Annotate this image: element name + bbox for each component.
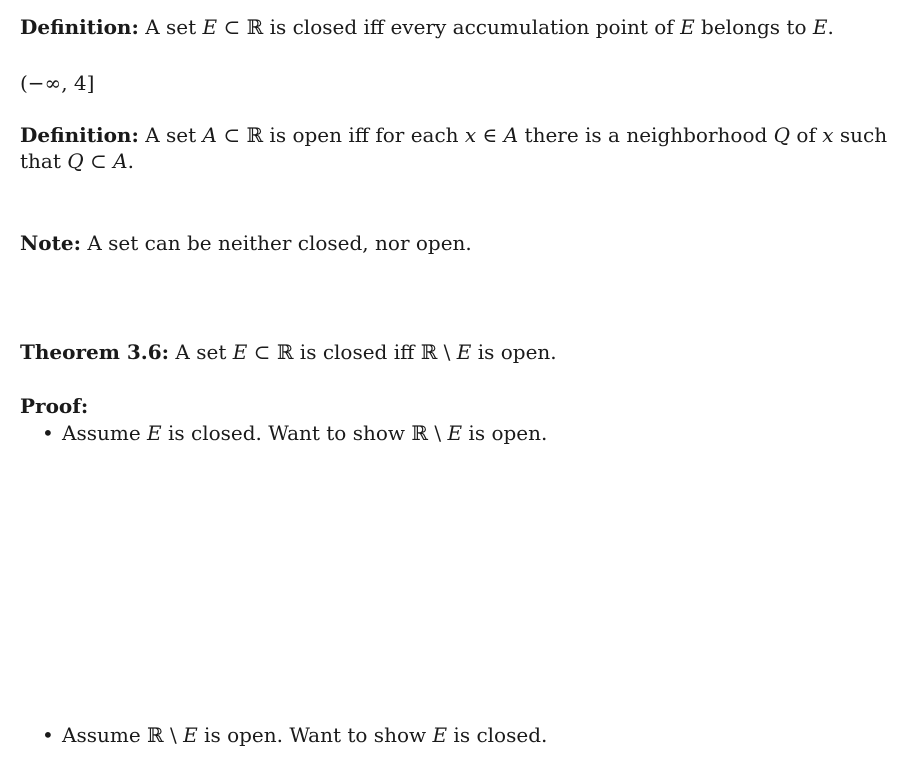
reals-symbol: ℝ [246,123,264,147]
text: is open. [471,340,557,364]
proof-bullet-2 [42,722,547,748]
math-var: E [456,340,472,364]
note-label: Note: [20,231,81,255]
text: A set [138,15,203,39]
subset-symbol: ⊂ [216,123,247,147]
definition-label: Definition: [20,123,139,147]
setminus-symbol: \ [428,421,448,445]
proof-bullet-1 [42,420,547,446]
element-symbol: ∈ [476,123,504,147]
text: is closed iff every accumulation point of [263,15,681,39]
reals-symbol: ℝ [246,15,264,39]
theorem-3-6 [20,339,557,365]
text: belongs to [694,15,813,39]
text: of [790,123,823,147]
definition-label: Definition: [20,15,139,39]
subset-symbol: ⊂ [247,340,277,364]
math-var: E [812,15,828,39]
definition-open [20,122,887,148]
math-var: A [113,149,128,173]
text: such [833,123,888,147]
text: is closed. [447,723,548,747]
setminus-symbol: \ [163,723,184,747]
math-var: A [202,123,217,147]
text: that [20,149,68,173]
text: . [127,149,134,173]
reals-symbol: ℝ [411,421,428,445]
text: Assume [62,723,148,747]
note [20,230,472,256]
text: there is a neighborhood [518,123,774,147]
math-var: E [432,723,448,747]
note-text: A set can be neither closed, nor open. [80,231,472,255]
theorem-label: Theorem 3.6: [20,340,170,364]
text: Assume [62,421,148,445]
math-var: Q [67,149,84,173]
math-var: E [183,723,198,747]
bullet-icon: • [42,723,54,747]
setminus-symbol: \ [437,340,457,364]
reals-symbol: ℝ [276,340,294,364]
text: is open. [462,421,548,445]
math-var: Q [773,123,791,147]
text: is closed iff [293,340,421,364]
math-var: E [680,15,695,39]
definition-open-line2 [20,148,134,174]
math-var: x [822,123,834,147]
subset-symbol: ⊂ [217,15,247,39]
proof-label: Proof: [20,394,89,418]
math-var: A [503,123,519,147]
math-var: x [464,123,477,147]
definition-closed [20,14,834,40]
proof-heading [20,393,88,419]
reals-symbol: ℝ [147,723,164,747]
text: is open iff for each [263,123,465,147]
bullet-icon: • [42,421,54,445]
example-interval [20,70,94,96]
interval-text: (−∞, 4] [20,71,95,95]
math-var: E [147,421,162,445]
subset-symbol: ⊂ [83,149,114,173]
text: . [827,15,834,39]
text: is closed. Want to show [161,421,412,445]
reals-symbol: ℝ [420,340,438,364]
text: A set [138,123,203,147]
text: A set [169,340,233,364]
math-var: E [202,15,218,39]
math-var: E [232,340,248,364]
math-var: E [447,421,463,445]
text: is open. Want to show [197,723,433,747]
